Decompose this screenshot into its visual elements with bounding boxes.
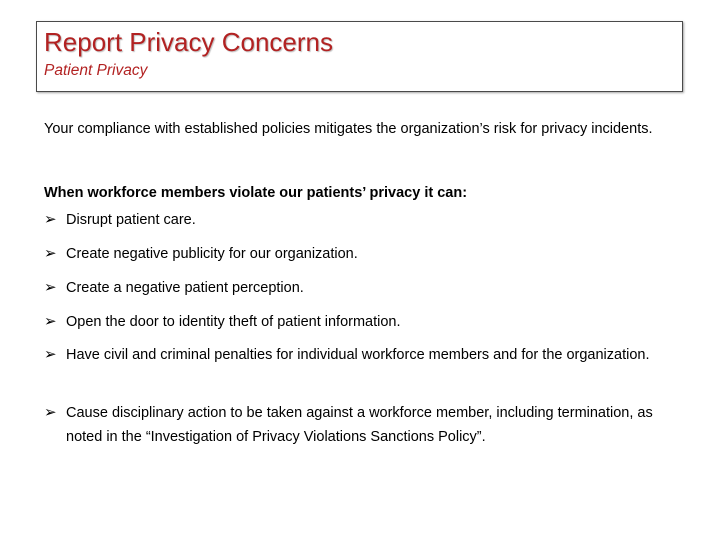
- list-item-text: Open the door to identity theft of patient information.: [66, 314, 401, 330]
- list-item: [44, 242, 674, 266]
- arrowhead-right-icon: ➢: [44, 404, 57, 421]
- list-item-text: Create negative publicity for our organization.: [66, 246, 358, 262]
- list-item: [44, 276, 674, 300]
- list-item-text: Have civil and criminal penalties for individual workforce members and for the organization.: [66, 347, 650, 363]
- list-item-text: Disrupt patient care.: [66, 212, 196, 228]
- list-item: [44, 401, 674, 449]
- slide-title: Report Privacy Concerns: [44, 27, 333, 57]
- arrowhead-right-icon: ➢: [44, 211, 57, 228]
- list-item: [44, 310, 674, 334]
- arrowhead-right-icon: ➢: [44, 313, 57, 330]
- list-item-text: Cause disciplinary action to be taken against a workforce member, including termination, as noted in the “Investigation of Privacy Violations Sanctions Policy”.: [66, 405, 653, 445]
- title-box: [36, 21, 683, 92]
- list-item: [44, 208, 674, 232]
- arrowhead-right-icon: ➢: [44, 245, 57, 262]
- intro-paragraph: Your compliance with established policies mitigates the organization’s risk for privacy incidents.: [44, 121, 653, 137]
- arrowhead-right-icon: ➢: [44, 279, 57, 296]
- slide-subtitle: Patient Privacy: [44, 62, 148, 79]
- lead-statement: When workforce members violate our patients’ privacy it can:: [44, 185, 468, 201]
- arrowhead-right-icon: ➢: [44, 346, 57, 363]
- list-item: [44, 343, 674, 367]
- list-item-text: Create a negative patient perception.: [66, 280, 304, 296]
